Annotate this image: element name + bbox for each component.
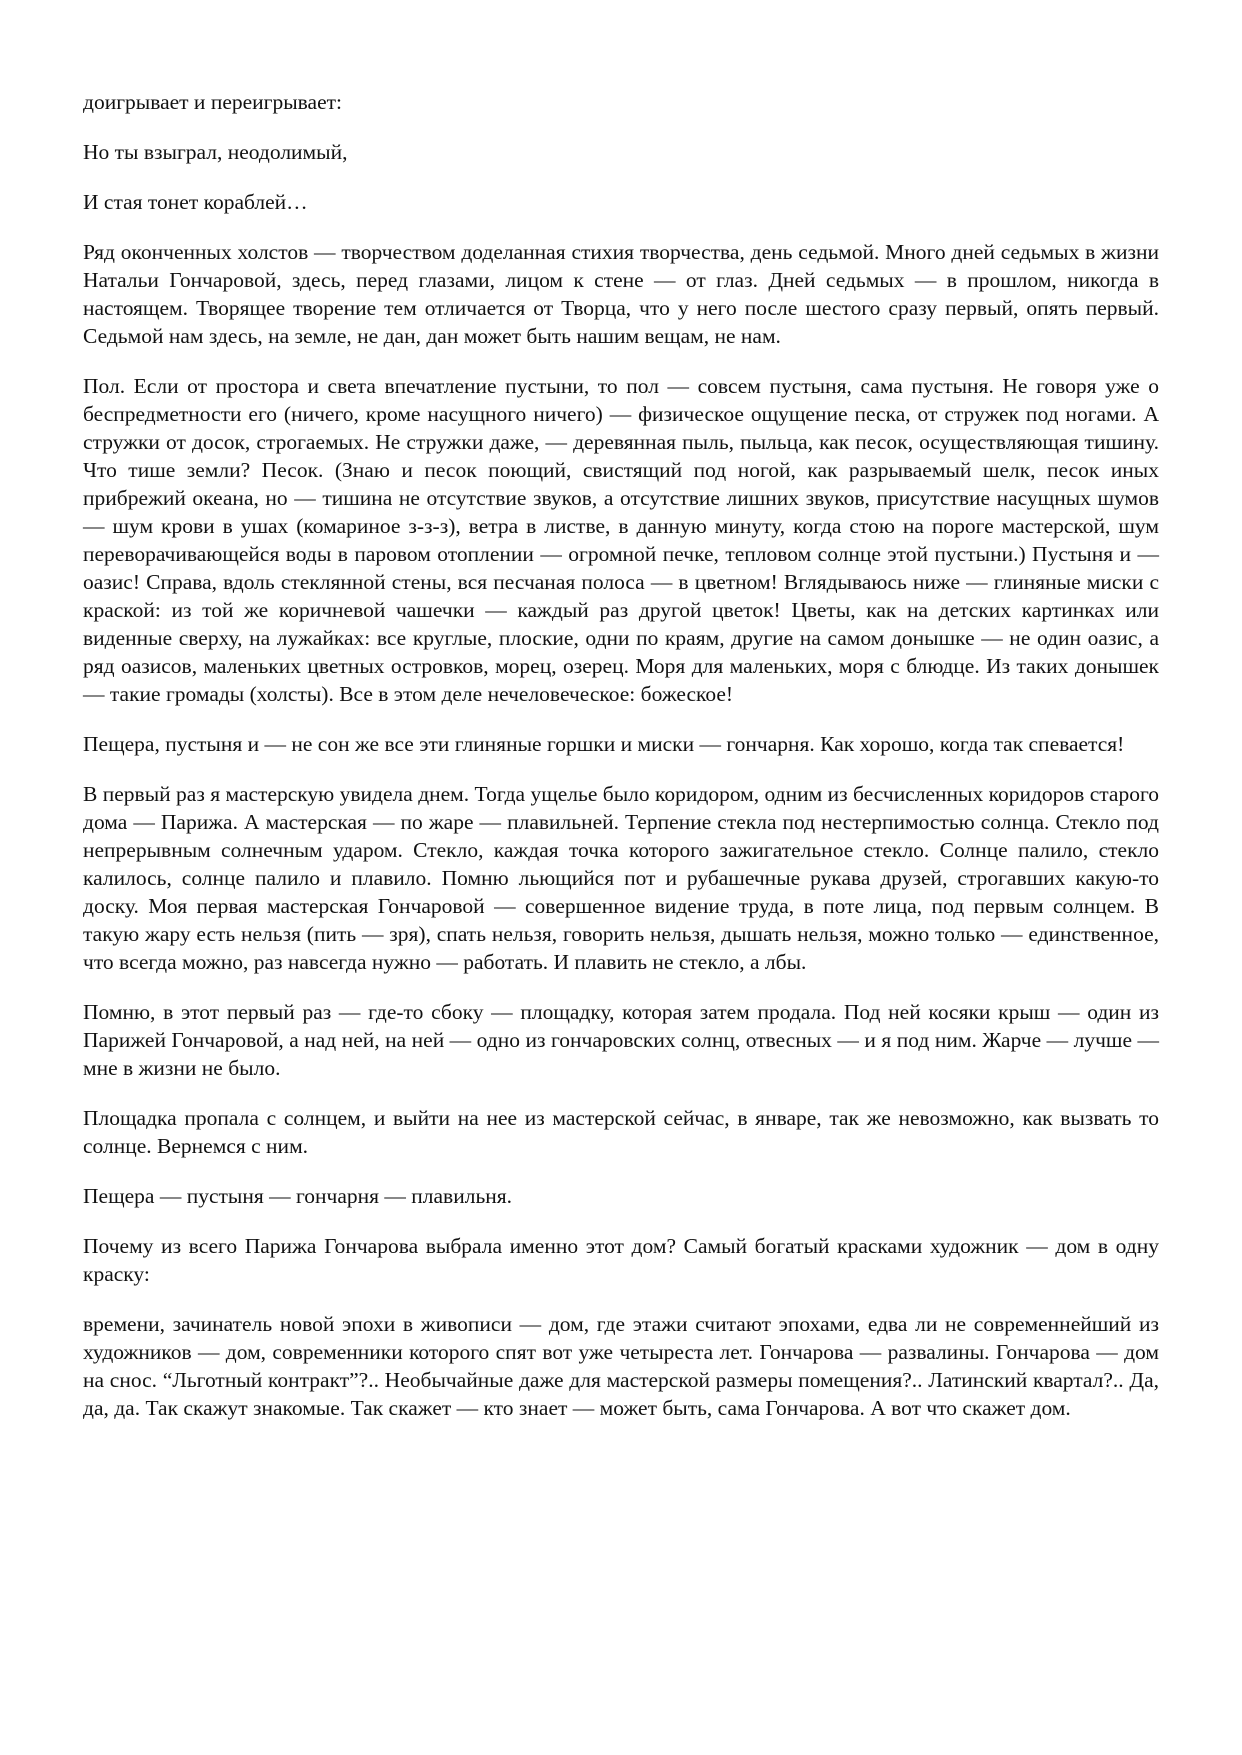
paragraph-why-house: Почему из всего Парижа Гончарова выбрала именно этот дом? Самый богатый красками художник — дом в одну краску: bbox=[83, 1234, 1159, 1286]
paragraph-cave-pottery: Пещера, пустыня и — не сон же все эти глиняные горшки и миски — гончарня. Как хорошо, когда так спевается! bbox=[83, 732, 1125, 756]
paragraph-verse-line-1: Но ты взыграл, неодолимый, bbox=[83, 140, 348, 164]
paragraph-first-visit: В первый раз я мастерскую увидела днем. Тогда ущелье было коридором, одним из бесчисленных коридоров старого дома — Парижа. А мастерская — по жаре — плавильней. Терпение стекла под нестерпимостью солнца. Стекло под непрерывным солнечным ударом. Стекло, каждая точка которого зажигательное стекло. Солнце палило, стекло калилось, солнце палило и плавило. Помню льющийся пот и рубашечные рукава друзей, строгавших какую-то доску. Моя первая мастерская Гончаровой — совершенное видение труда, в поте лица, под первым солнцем. В такую жару есть нельзя (пить — зря), спать нельзя, говорить нельзя, дышать нельзя, можно только — единственное, что всегда можно, раз навсегда нужно — работать. И плавить не стекло, а лбы. bbox=[83, 782, 1159, 974]
paragraph-intro-line: доигрывает и переигрывает: bbox=[83, 90, 342, 114]
paragraph-verse-line-2: И стая тонет кораблей… bbox=[83, 190, 308, 214]
document-page bbox=[83, 88, 1159, 1444]
paragraph-floor-desert: Пол. Если от простора и света впечатление пустыни, то пол — совсем пустыня, сама пустыня. Не говоря уже о беспредметности его (ничего, кроме насущного ничего) — физическое ощущение песка, от стружек под ногами. А стружки от досок, строгаемых. Не стружки даже, — деревянная пыль, пыльца, как песок, осуществляющая тишину. Что тише земли? Песок. (Знаю и песок поющий, свистящий под ногой, как разрываемый шелк, песок иных прибрежий океана, но — тишина не отсутствие звуков, а отсутствие лишних звуков, присутствие насущных шумов — шум крови в ушах (комариное з-з-з), ветра в листве, в данную минуту, когда стою на пороге мастерской, шум переворачивающейся воды в паровом отоплении — огромной печке, тепловом солнце этой пустыни.) Пустыня и — оазис! Справа, вдоль стеклянной стены, вся песчаная полоса — в цветном! Вглядываюсь ниже — глиняные миски с краской: из той же коричневой чашечки — каждый раз другой цветок! Цветы, как на детских картинках или виденные сверху, на лужайках: все круглые, плоские, одни по краям, другие на самом донышке — не один оазис, а ряд оазисов, маленьких цветных островков, морец, озерец. Моря для маленьких, моря с блюдце. Из таких донышек — такие громады (холсты). Все в этом деле нечеловеческое: божеское! bbox=[83, 374, 1159, 706]
paragraph-platform: Помню, в этот первый раз — где-то сбоку — площадку, которая затем продала. Под ней косяки крыш — один из Парижей Гончаровой, а над ней, на ней — одно из гончаровских солнц, отвесных — и я под ним. Жарче — лучше — мне в жизни не было. bbox=[83, 1000, 1159, 1080]
paragraph-platform-gone: Площадка пропала с солнцем, и выйти на нее из мастерской сейчас, в январе, так же невозможно, как вызвать то солнце. Вернемся с ним. bbox=[83, 1106, 1159, 1158]
paragraph-canvases: Ряд оконченных холстов — творчеством доделанная стихия творчества, день седьмой. Много дней седьмых в жизни Натальи Гончаровой, здесь, перед глазами, лицом к стене — от глаз. Дней седьмых — в прошлом, никогда в настоящем. Творящее творение тем отличается от Творца, что у него после шестого сразу первый, опять первый. Седьмой нам здесь, на земле, не дан, дан может быть нашим вещам, не нам. bbox=[83, 240, 1159, 348]
paragraph-summary-line: Пещера — пустыня — гончарня — плавильня. bbox=[83, 1184, 513, 1208]
paragraph-epoch: времени, зачинатель новой эпохи в живописи — дом, где этажи считают эпохами, едва ли не современнейший из художников — дом, современники которого спят вот уже четыреста лет. Гончарова — развалины. Гончарова — дом на снос. “Льготный контракт”?.. Необычайные даже для мастерской размеры помещения?.. Латинский квартал?.. Да, да, да. Так скажут знакомые. Так скажет — кто знает — может быть, сама Гончарова. А вот что скажет дом. bbox=[83, 1312, 1159, 1420]
